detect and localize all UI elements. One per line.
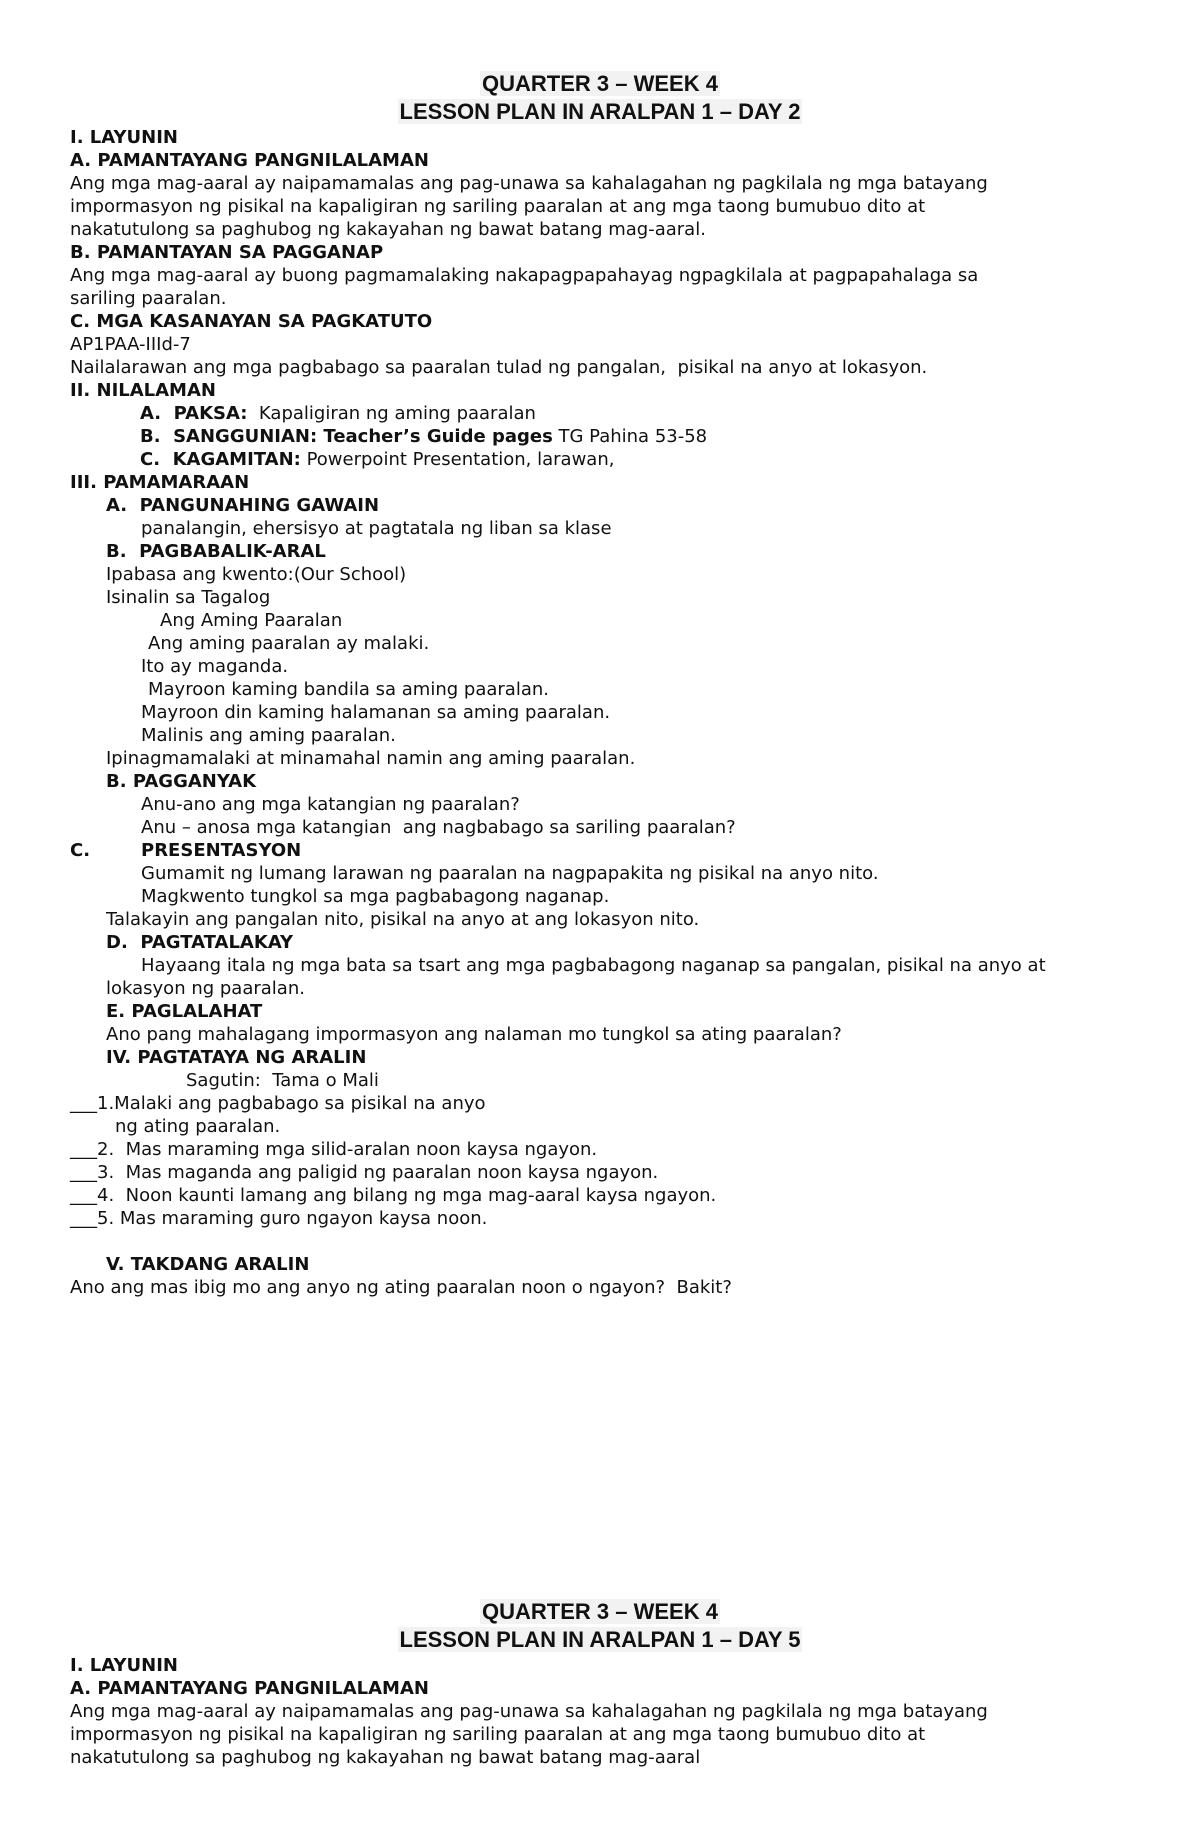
gawain-text: panalangin, ehersisyo at pagtatala ng liban sa klase — [141, 518, 612, 539]
story-line: Mayroon kaming bandila sa aming paaralan. — [148, 679, 549, 700]
pangunahing-gawain-heading: A. PANGUNAHING GAWAIN — [106, 495, 380, 516]
pagganap-text-line: sariling paaralan. — [70, 288, 227, 309]
story-line: Mayroon din kaming halamanan sa aming paaralan. — [141, 702, 611, 723]
lesson-title-quarter: QUARTER 3 – WEEK 4 — [482, 71, 718, 96]
pangnilalaman-text-line: impormasyon ng pisikal na kapaligiran ng sariling paaralan at ang mga taong bumubuo dito at — [70, 1724, 926, 1745]
pamantayan-sa-pagganap-heading: B. PAMANTAYAN SA PAGGANAP — [70, 242, 384, 263]
story-title: Ang Aming Paaralan — [160, 610, 343, 631]
paglalahat-text: Ano pang mahalagang impormasyon ang nalaman mo tungkol sa ating paaralan? — [106, 1024, 842, 1045]
pangnilalaman-text-line: Ang mga mag-aaral ay naipamamalas ang pag-unawa sa kahalagahan ng pagkilala ng mga batayang — [70, 173, 988, 194]
quiz-item: ___2. Mas maraming mga silid-aralan noon kaysa ngayon. — [70, 1139, 598, 1160]
pamamaraan-heading: III. PAMAMARAAN — [70, 472, 250, 493]
kagamitan-line: C. KAGAMITAN: Powerpoint Presentation, larawan, — [140, 449, 615, 470]
lesson-title-subject: LESSON PLAN IN ARALPAN 1 – DAY 2 — [399, 99, 801, 124]
lesson-title-quarter: QUARTER 3 – WEEK 4 — [482, 1599, 718, 1624]
quiz-item: ___1.Malaki ang pagbabago sa pisikal na anyo — [70, 1093, 486, 1114]
pagtataya-instruction: Sagutin: Tama o Mali — [186, 1070, 379, 1091]
pagtatalakay-line: lokasyon ng paaralan. — [106, 978, 305, 999]
pagtatalakay-heading: D. PAGTATALAKAY — [106, 932, 294, 953]
quiz-item: ___5. Mas maraming guro ngayon kaysa noon. — [70, 1208, 488, 1229]
quiz-item-continuation: ng ating paaralan. — [115, 1116, 281, 1137]
presentasyon-heading: PRESENTASYON — [141, 840, 302, 861]
pagganyak-question: Anu-ano ang mga katangian ng paaralan? — [141, 794, 520, 815]
paglalahat-heading: E. PAGLALAHAT — [106, 1001, 263, 1022]
pagganap-text-line: Ang mga mag-aaral ay buong pagmamalaking nakapagpapahayag ngpagkilala at pagpapahalaga sa — [70, 265, 979, 286]
presentasyon-letter: C. — [70, 840, 91, 861]
pangnilalaman-text-line: nakatutulong sa paghubog ng kakayahan ng bawat batang mag-aaral. — [70, 219, 706, 240]
quiz-item: ___3. Mas maganda ang paligid ng paaralan noon kaysa ngayon. — [70, 1162, 659, 1183]
takdang-aralin-text: Ano ang mas ibig mo ang anyo ng ating paaralan noon o ngayon? Bakit? — [70, 1277, 732, 1298]
presentasyon-line: Talakayin ang pangalan nito, pisikal na anyo at ang lokasyon nito. — [106, 909, 700, 930]
story-line: Ipinagmamalaki at minamahal namin ang aming paaralan. — [106, 748, 636, 769]
pangnilalaman-text-line: nakatutulong sa paghubog ng kakayahan ng bawat batang mag-aaral — [70, 1747, 701, 1768]
balik-aral-line: Ipabasa ang kwento:(Our School) — [106, 564, 407, 585]
kasanayan-heading: C. MGA KASANAYAN SA PAGKATUTO — [70, 311, 433, 332]
layunin-heading: I. LAYUNIN — [70, 1655, 178, 1676]
story-line: Ito ay maganda. — [141, 656, 289, 677]
quiz-item: ___4. Noon kaunti lamang ang bilang ng mga mag-aaral kaysa ngayon. — [70, 1185, 717, 1206]
pangnilalaman-text-line: Ang mga mag-aaral ay naipamamalas ang pag-unawa sa kahalagahan ng pagkilala ng mga batayang — [70, 1701, 988, 1722]
competency-code: AP1PAA-IIId-7 — [70, 334, 191, 355]
kasanayan-text: Nailalarawan ang mga pagbabago sa paaralan tulad ng pangalan, pisikal na anyo at lokasyon. — [70, 357, 928, 378]
story-line: Ang aming paaralan ay malaki. — [148, 633, 430, 654]
pagganyak-question: Anu – anosa mga katangian ang nagbabago sa sariling paaralan? — [141, 817, 736, 838]
lesson-title-subject: LESSON PLAN IN ARALPAN 1 – DAY 5 — [399, 1627, 801, 1652]
story-line: Malinis ang aming paaralan. — [141, 725, 396, 746]
balik-aral-line: Isinalin sa Tagalog — [106, 587, 271, 608]
nilalaman-heading: II. NILALAMAN — [70, 380, 216, 401]
presentasyon-line: Gumamit ng lumang larawan ng paaralan na nagpapakita ng pisikal na anyo nito. — [141, 863, 879, 884]
takdang-aralin-heading: V. TAKDANG ARALIN — [106, 1254, 310, 1275]
pangnilalaman-text-line: impormasyon ng pisikal na kapaligiran ng sariling paaralan at ang mga taong bumubuo dito at — [70, 196, 926, 217]
balik-aral-heading: B. PAGBABALIK-ARAL — [106, 541, 326, 562]
pamantayang-pangnilalaman-heading: A. PAMANTAYANG PANGNILALAMAN — [70, 150, 429, 171]
layunin-heading: I. LAYUNIN — [70, 127, 178, 148]
sanggunian-line: B. SANGGUNIAN: Teacher’s Guide pages TG Pahina 53-58 — [140, 426, 708, 447]
pagtataya-heading: IV. PAGTATAYA NG ARALIN — [106, 1047, 367, 1068]
pagtatalakay-line: Hayaang itala ng mga bata sa tsart ang mga pagbabagong naganap sa pangalan, pisikal na anyo at — [141, 955, 1046, 976]
presentasyon-line: Magkwento tungkol sa mga pagbabagong naganap. — [141, 886, 610, 907]
paksa-line: A. PAKSA: Kapaligiran ng aming paaralan — [140, 403, 536, 424]
pamantayang-pangnilalaman-heading: A. PAMANTAYANG PANGNILALAMAN — [70, 1678, 429, 1699]
pagganyak-heading: B. PAGGANYAK — [106, 771, 257, 792]
